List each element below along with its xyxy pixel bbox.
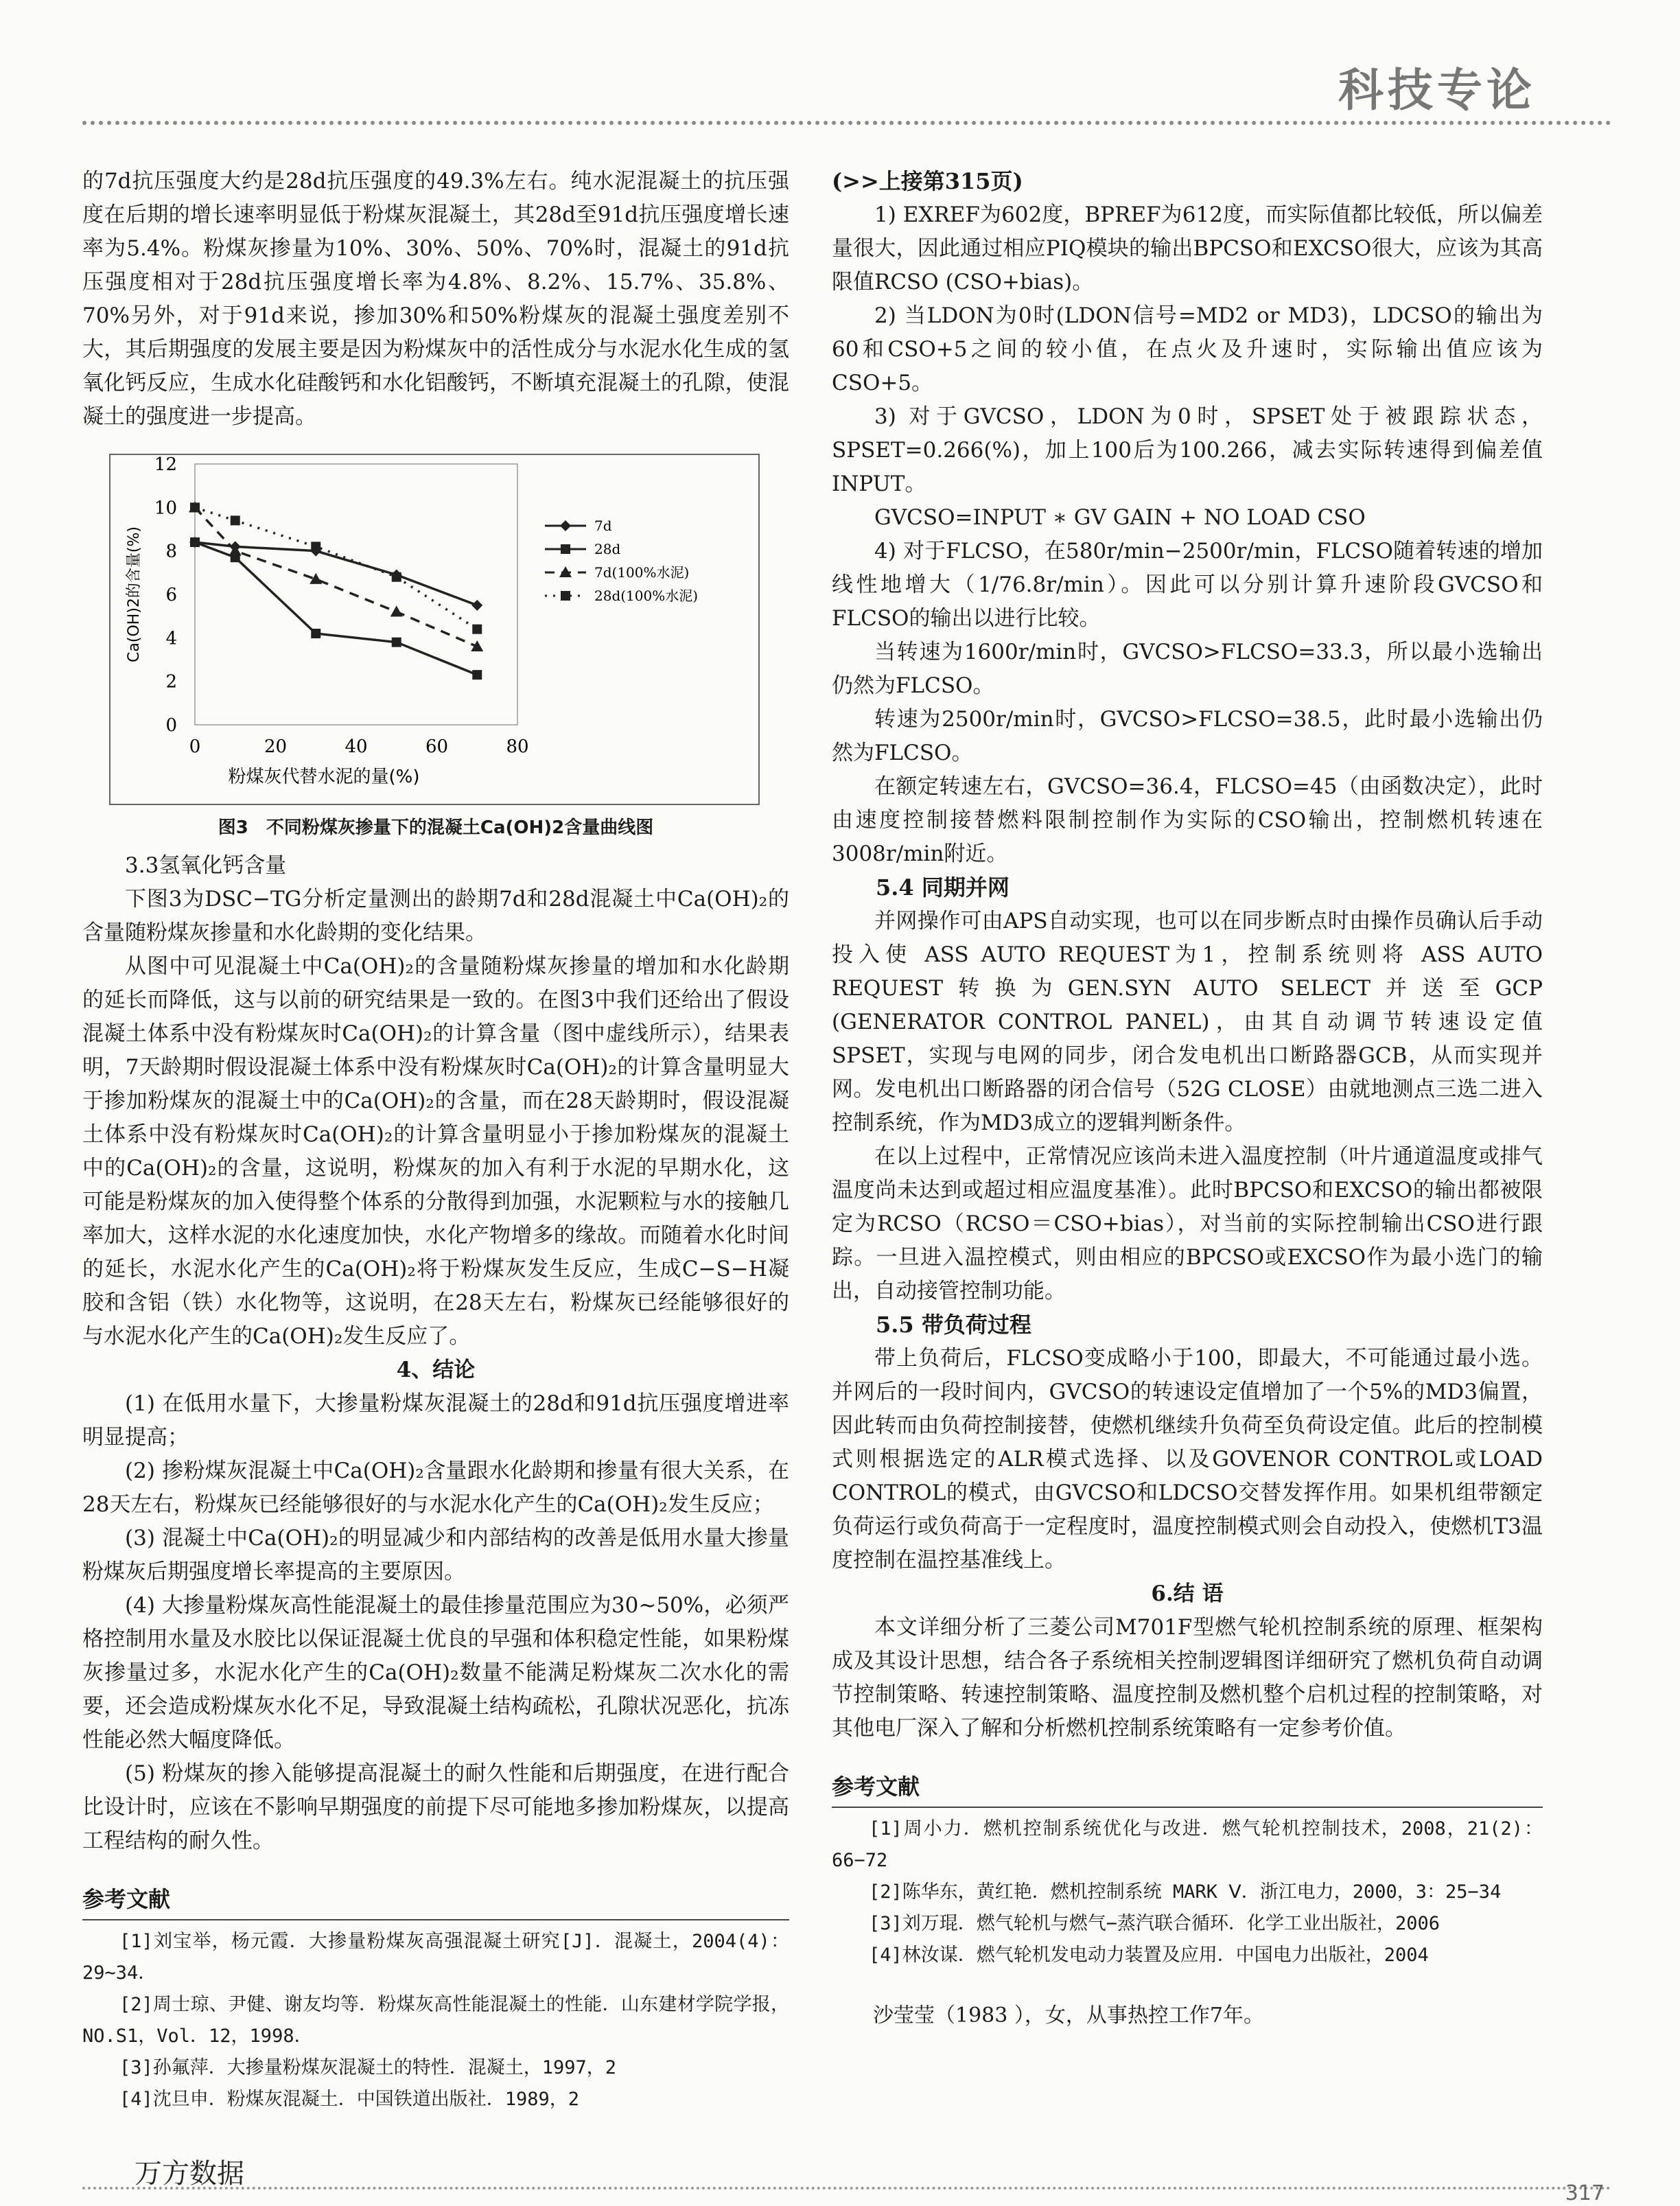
data-point-s4	[472, 625, 482, 634]
x-tick-label: 40	[345, 736, 368, 757]
x-tick-label: 60	[425, 736, 449, 757]
y-tick-label: 2	[165, 671, 177, 693]
legend-label-1: 7d	[594, 518, 612, 534]
reference-left-4: [4]沈旦申．粉煤灰混凝土．中国铁道出版社．1989，2	[119, 2089, 580, 2110]
data-point-s2	[472, 670, 482, 680]
y-tick-label: 8	[165, 541, 177, 562]
temperature-control-para: 在以上过程中，正常情况应该尚未进入温度控制（叶片通道温度或排气温度尚未达到或超过相应温度基准）。此时BPCSO和EXCSO的输出都被限定为RCSO（RCSO＝CSO+bias），对当前的实际控制输出CSO进行跟踪。一旦进入温控模式，则由相应的BPCSO或EXCSO作为最小选门的输出，自动接管控制功能。	[832, 1144, 1543, 1303]
synchronization-para: 并网操作可由APS自动实现，也可以在同步断点时由操作员确认后手动投入使 ASS AUTO REQUEST为1，控制系统则将 ASS AUTO REQUEST转换为GEN.SYN AUTO SELECT并送至GCP (GENERATOR CONTROL PANEL)，由其自动调节转速设定值SPSET，实现与电网的同步，闭合发电机出口断路器GCB，从而实现并网。发电机出口断路器的闭合信号（52G CLOSE）由就地测点三选二进入控制系统，作为MD3成立的逻辑判断条件。	[832, 909, 1543, 1135]
gvcso-formula: GVCSO=INPUT ∗ GV GAIN + NO LOAD CSO	[874, 505, 1366, 530]
series-line-3	[195, 507, 477, 647]
x-tick-label: 80	[506, 736, 529, 757]
conclusion-3: (3) 混凝土中Ca(OH)₂的明显减少和内部结构的改善是低用水量大掺量粉煤灰后期强度增长率提高的主要原因。	[82, 1526, 789, 1584]
watermark: 万方数据	[135, 2158, 244, 2190]
right-column	[832, 165, 1543, 2032]
legend-label-3: 7d(100%水泥)	[594, 564, 690, 581]
speed-2500-para: 转速为2500r/min时，GVCSO>FLCSO=38.5，此时最小选输出仍然为FLCSO。	[832, 707, 1543, 765]
section-5-5-heading: 5.5 带负荷过程	[876, 1312, 1031, 1338]
legend-label-2: 28d	[594, 541, 621, 557]
conclusion-4: (4) 大掺量粉煤灰高性能混凝土的最佳掺量范围应为30∼50%，必须严格控制用水量及水胶比以保证混凝土优良的早强和体积稳定性能，如果粉煤灰掺量过多，水泥水化产生的Ca(OH)₂数量不能满足粉煤灰二次水化的需要，还会造成粉煤灰水化不足，导致混凝土结构疏松，孔隙状况恶化，抗冻性能必然大幅度降低。	[82, 1593, 789, 1752]
header-divider	[82, 121, 1611, 125]
y-tick-label: 0	[165, 715, 177, 736]
x-axis-label: 粉煤灰代替水泥的量(%)	[228, 767, 420, 787]
intro-paragraph: 的7d抗压强度大约是28d抗压强度的49.3%左右。纯水泥混凝土的抗压强度在后期的增长速率明显低于粉煤灰混凝土，其28d至91d抗压强度增长速率为5.4%。粉煤灰掺量为10%、30%、50%、70%时，混凝土的91d抗压强度相对于28d抗压强度增长率为4.8%、8.2%、15.7%、35.8%、70%另外，对于91d来说，掺加30%和50%粉煤灰的混凝土强度差别不大，其后期强度的发展主要是因为粉煤灰中的活性成分与水泥水化生成的氢氧化钙反应，生成水化硅酸钙和水化铝酸钙，不断填充混凝土的孔隙，使混凝土的强度进一步提高。	[82, 169, 789, 429]
legend-label-4: 28d(100%水泥)	[594, 588, 699, 604]
references-divider-right	[832, 1807, 1543, 1808]
reference-right-3: [3]刘万琨．燃气轮机与燃气−蒸汽联合循环．化学工业出版社，2006	[869, 1913, 1440, 1934]
item-1: 1) EXREF为602度，BPREF为612度，而实际值都比较低，所以偏差量很大，因此通过相应PIQ模块的输出BPCSO和EXCSO很大，应该为其高限值RCSO (CSO+bias)。	[832, 202, 1543, 294]
figure-3	[82, 452, 789, 845]
data-point-s2	[392, 638, 401, 647]
data-point-s4	[392, 572, 401, 582]
page-number: 317	[1565, 2181, 1605, 2205]
reference-right-1: [1]周小力．燃机控制系统优化与改进．燃气轮机控制技术，2008，21(2)：66−72	[832, 1818, 1543, 1871]
author-note: 沙莹莹（1983 ），女，从事热控工作7年。	[873, 2004, 1264, 2028]
x-tick-label: 20	[264, 736, 288, 757]
references-divider-left	[82, 1919, 789, 1920]
legend-marker-2	[561, 544, 570, 554]
section-4-heading: 4、结论	[396, 1358, 476, 1382]
y-tick-label: 10	[154, 498, 177, 519]
legend-marker-1	[560, 520, 571, 531]
data-point-s4	[190, 502, 200, 512]
rated-speed-para: 在额定转速左右，GVCSO=36.4，FLCSO=45（由函数决定），此时由速度控制接替燃料限制控制作为实际的CSO输出，控制燃机转速在3008r/min附近。	[832, 774, 1543, 866]
data-point-s2	[190, 537, 200, 547]
data-point-s1	[471, 600, 482, 611]
item-4: 4) 对于FLCSO，在580r/min−2500r/min，FLCSO随着转速的增加线性地增大（1/76.8r/min）。因此可以分别计算升速阶段GVCSO和FLCSO的输出以进行比较。	[832, 539, 1543, 631]
y-tick-label: 12	[154, 454, 177, 475]
section-3-3-para-a: 下图3为DSC−TG分析定量测出的龄期7d和28d混凝土中Ca(OH)₂的含量随粉煤灰掺量和水化龄期的变化结果。	[82, 887, 789, 945]
conclusion-2: (2) 掺粉煤灰混凝土中Ca(OH)₂含量跟水化龄期和掺量有很大关系，在28天左右，粉煤灰已经能够很好的与水泥水化产生的Ca(OH)₂发生反应；	[82, 1459, 789, 1517]
series-line-4	[195, 507, 477, 629]
load-process-para: 带上负荷后，FLCSO变成略小于100，即最大，不可能通过最小选。并网后的一段时间内，GVCSO的转速设定值增加了一个5%的MD3偏置，因此转而由负荷控制接替，使燃机继续升负荷至负荷设定值。此后的控制模式则根据选定的ALR模式选择、以及GOVENOR CONTROL或LOAD CONTROL的模式，由GVCSO和LDCSO交替发挥作用。如果机组带额定负荷运行或负荷高于一定程度时，温度控制模式则会自动投入，使燃机T3温度控制在温控基准线上。	[832, 1346, 1543, 1572]
data-point-s4	[231, 515, 240, 525]
data-point-s2	[311, 629, 320, 638]
references-heading-left: 参考文献	[82, 1886, 171, 1912]
left-column	[82, 165, 789, 2115]
y-axis-label: Ca(OH)2的含量(%)	[126, 526, 143, 662]
conclusion-1: (1) 在低用水量下，大掺量粉煤灰混凝土的28d和91d抗压强度增进率明显提高；	[82, 1391, 789, 1450]
item-2: 2) 当LDON为0时(LDON信号=MD2 or MD3)，LDCSO的输出为60和CSO+5之间的较小值，在点火及升速时，实际输出值应该为CSO+5。	[832, 303, 1543, 395]
caoh2-line-chart	[106, 452, 765, 809]
reference-left-1: [1]刘宝举，杨元霞．大掺量粉煤灰高强混凝土研究[J]．混凝土，2004(4)：29∼34．	[82, 1931, 789, 1984]
section-3-3-para-b: 从图中可见混凝土中Ca(OH)₂的含量随粉煤灰掺量的增加和水化龄期的延长而降低，这与以前的研究结果是一致的。在图3中我们还给出了假设混凝土体系中没有粉煤灰时Ca(OH)₂的计算含量（图中虚线所示），结果表明，7天龄期时假设混凝土体系中没有粉煤灰时Ca(OH)₂的计算含量明显大于掺加粉煤灰的混凝土中的Ca(OH)₂的含量，而在28天龄期时，假设混凝土体系中没有粉煤灰时Ca(OH)₂的计算含量明显小于掺加粉煤灰的混凝土中的Ca(OH)₂的含量，这说明，粉煤灰的加入有利于水泥的早期水化，这可能是粉煤灰的加入使得整个体系的分散得到加强，水泥颗粒与水的接触几率加大，这样水泥的水化速度加快，水化产物增多的缘故。而随着水化时间的延长，水泥水化产生的Ca(OH)₂将于粉煤灰发生反应，生成C−S−H凝胶和含铝（铁）水化物等，这说明，在28天左右，粉煤灰已经能够很好的与水泥水化产生的Ca(OH)₂发生反应了。	[82, 954, 789, 1349]
reference-right-2: [2]陈华东，黄红艳．燃机控制系统 MARK Ⅴ．浙江电力，2000，3：25−34	[869, 1881, 1502, 1903]
item-3: 3) 对于GVCSO，LDON为0时，SPSET处于被跟踪状态，SPSET=0.266(%)，加上100后为100.266，减去实际转速得到偏差值INPUT。	[832, 404, 1543, 496]
references-heading-right: 参考文献	[832, 1774, 920, 1800]
section-5-4-heading: 5.4 同期并网	[876, 874, 1010, 901]
section-6-heading: 6.结 语	[1151, 1581, 1224, 1606]
reference-right-4: [4]林汝谋．燃气轮机发电动力装置及应用．中国电力出版社，2004	[869, 1944, 1429, 1966]
reference-left-3: [3]孙氟萍．大掺量粉煤灰混凝土的特性．混凝土，1997，2	[119, 2057, 617, 2078]
x-tick-label: 0	[189, 736, 201, 757]
speed-1600-para: 当转速为1600r/min时，GVCSO>FLCSO=33.3，所以最小选输出仍然为FLCSO。	[832, 640, 1543, 698]
section-3-3-heading: 3.3氢氧化钙含量	[125, 853, 287, 878]
data-point-s3	[390, 605, 403, 616]
data-point-s4	[311, 542, 320, 551]
legend-marker-4	[561, 591, 570, 601]
figure-caption: 图3 不同粉煤灰掺量下的混凝土Ca(OH)2含量曲线图	[218, 817, 654, 838]
conclusion-5: (5) 粉煤灰的掺入能够提高混凝土的耐久性能和后期强度，在进行配合比设计时，应该在不影响早期强度的前提下尽可能地多掺加粉煤灰，以提高工程结构的耐久性。	[82, 1761, 789, 1853]
y-tick-label: 6	[165, 585, 177, 605]
continuation-note: (>>上接第315页)	[832, 168, 1023, 194]
closing-para: 本文详细分析了三菱公司M701F型燃气轮机控制系统的原理、框架构成及其设计思想，结合各子系统相关控制逻辑图详细研究了燃机负荷自动调节控制策略、转速控制策略、温度控制及燃机整个启机过程的控制策略，对其他电厂深入了解和分析燃机控制系统策略有一定参考价值。	[832, 1615, 1543, 1741]
y-tick-label: 4	[165, 628, 177, 649]
page-header-title: 科技专论	[1338, 64, 1536, 117]
reference-left-2: [2]周士琼、尹健、谢友均等．粉煤灰高性能混凝土的性能．山东建材学院学报，NO.S1，Vol．12，1998．	[82, 1994, 789, 2047]
footer-divider	[82, 2187, 1611, 2190]
